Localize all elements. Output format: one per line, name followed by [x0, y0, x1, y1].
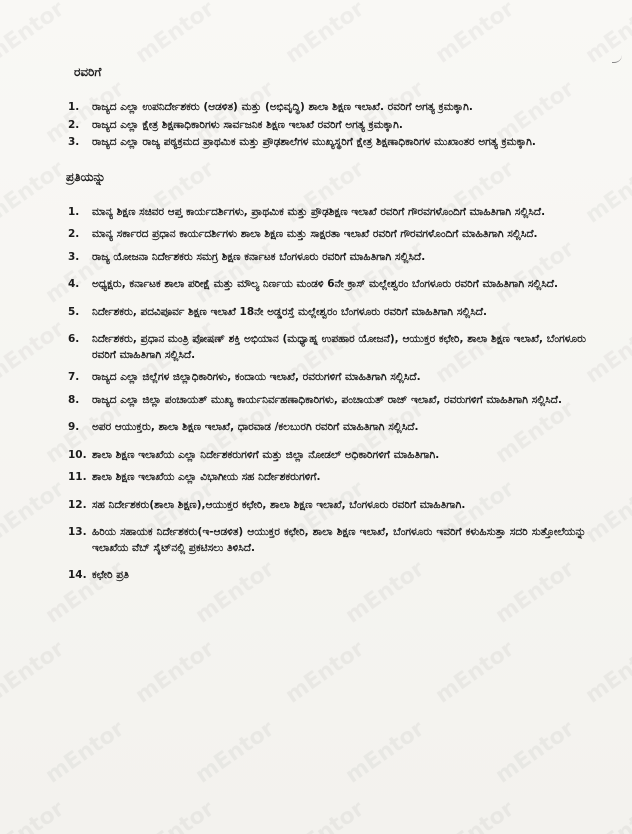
item-number: 9. — [68, 421, 80, 433]
document-body — [66, 64, 586, 591]
item-text: ಹಿರಿಯ ಸಹಾಯಕ ನಿರ್ದೇಶಕರು(ಇ-ಆಡಳಿತ) ಆಯುಕ್ತರ ಕಛೇರಿ, ಶಾಲಾ ಶಿಕ್ಷಣ ಇಲಾಖೆ, ಬೆಂಗಳೂರು ಇವರಿಗೆ ಕಳುಹಿಸುತ್ತಾ ಸದರಿ ಸುತ್ತೋಲೆಯನ್ನು ಇಲಾಖೆಯ ವೆಬ್ ಸೈಟ್‌ನಲ್ಲಿ ಪ್ರಕಟಿಸಲು ತಿಳಿಸಿದೆ. — [92, 526, 586, 554]
item-number: 2. — [68, 228, 80, 240]
watermark-text — [581, 316, 632, 388]
watermark-text — [581, 0, 632, 69]
watermark-text — [131, 796, 219, 834]
list-item — [66, 227, 586, 243]
item-number: 6. — [68, 333, 80, 345]
list-item — [66, 498, 586, 514]
watermark-text — [41, 716, 129, 788]
watermark-text — [0, 796, 69, 834]
watermark-text — [431, 0, 519, 69]
item-number: 12. — [68, 498, 87, 511]
watermark-text — [431, 636, 519, 708]
list-item — [66, 525, 586, 556]
item-number: 4. — [68, 278, 80, 290]
item-number: 3. — [68, 136, 80, 148]
item-number: 1. — [68, 101, 80, 113]
item-text: ಅಧ್ಯಕ್ಷರು, ಕರ್ನಾಟಕ ಶಾಲಾ ಪರೀಕ್ಷೆ ಮತ್ತು ಮೌಲ್ಯ ನಿರ್ಣಯ ಮಂಡಳಿ 6ನೇ ಕ್ರಾಸ್ ಮಲ್ಲೇಶ್ವರಂ ಬೆಂಗಳೂರು ರವರಿಗೆ ಮಾಹಿತಿಗಾಗಿ ಸಲ್ಲಿಸಿದೆ. — [92, 278, 558, 290]
item-number: 3. — [68, 250, 80, 263]
list-item — [66, 135, 586, 151]
list-item — [66, 250, 586, 266]
item-text: ಮಾನ್ಯ ಶಿಕ್ಷಣ ಸಚಿವರ ಆಪ್ತ ಕಾರ್ಯದರ್ಶಿಗಳು, ಪ್ರಾಥಮಿಕ ಮತ್ತು ಪ್ರೌಢಶಿಕ್ಷಣ ಇಲಾಖೆ ರವರಿಗೆ ಗೌರವಗಳೊಂದಿಗೆ ಮಾಹಿತಿಗಾಗಿ ಸಲ್ಲಿಸಿದೆ. — [92, 205, 546, 218]
list-item — [66, 568, 586, 584]
watermark-text — [431, 796, 519, 834]
watermark-text — [341, 716, 429, 788]
watermark-text — [131, 0, 219, 69]
item-number: 10. — [68, 448, 87, 461]
item-text: ರಾಜ್ಯದ ಎಲ್ಲಾ ರಾಜ್ಯ ಪಠ್ಯಕ್ರಮದ ಪ್ರಾಥಮಿಕ ಮತ್ತು ಪ್ರೌಢಶಾಲೆಗಳ ಮುಖ್ಯಸ್ಥರಿಗೆ ಕ್ಷೇತ್ರ ಶಿಕ್ಷಣಾಧಿಕಾರಿಗಳ ಮುಖಾಂತರ ಅಗತ್ಯ ಕ್ರಮಕ್ಕಾಗಿ. — [92, 136, 536, 148]
copies-heading: ಪ್ರತಿಯನ್ನು — [66, 169, 106, 184]
list-item — [66, 448, 586, 464]
item-text: ಶಾಲಾ ಶಿಕ್ಷಣ ಇಲಾಖೆಯ ಎಲ್ಲಾ ವಿಭಾಗೀಯ ಸಹ ನಿರ್ದೇಶಕರುಗಳಿಗೆ. — [92, 471, 321, 483]
item-number: 8. — [68, 393, 80, 406]
list-item — [66, 420, 586, 436]
watermark-text — [581, 476, 632, 548]
list-item — [66, 305, 586, 321]
item-text: ಮಾನ್ಯ ಸರ್ಕಾರದ ಪ್ರಧಾನ ಕಾರ್ಯದರ್ಶಿಗಳು ಶಾಲಾ ಶಿಕ್ಷಣ ಮತ್ತು ಸಾಕ್ಷರತಾ ಇಲಾಖೆ ರವರಿಗೆ ಗೌರವಗಳೊಂದಿಗೆ ಮಾಹಿತಿಗಾಗಿ ಸಲ್ಲಿಸಿದೆ. — [92, 228, 538, 240]
recipients-heading: ರವರಿಗೆ — [74, 65, 102, 79]
item-text: ರಾಜ್ಯದ ಎಲ್ಲಾ ಜಿಲ್ಲಾ ಪಂಚಾಯತ್ ಮುಖ್ಯ ಕಾರ್ಯನಿರ್ವಹಣಾಧಿಕಾರಿಗಳು, ಪಂಚಾಯತ್ ರಾಜ್ ಇಲಾಖೆ, ರವರುಗಳಿಗೆ ಮಾಹಿತಿಗಾಗಿ ಸಲ್ಲಿಸಿದೆ. — [92, 393, 562, 406]
list-item — [66, 470, 586, 486]
watermark-text — [0, 156, 69, 228]
watermark-text — [0, 0, 69, 69]
item-number: 11. — [68, 471, 87, 483]
item-number: 7. — [68, 371, 80, 383]
item-number: 2. — [68, 118, 80, 131]
item-text: ಅಪರ ಆಯುಕ್ತರು, ಶಾಲಾ ಶಿಕ್ಷಣ ಇಲಾಖೆ, ಧಾರವಾಡ /ಕಲಬುರಗಿ ರವರಿಗೆ ಮಾಹಿತಿಗಾಗಿ ಸಲ್ಲಿಸಿದೆ. — [92, 421, 419, 433]
item-number: 13. — [68, 526, 87, 538]
item-text: ನಿರ್ದೇಶಕರು, ಪ್ರಧಾನ ಮಂತ್ರಿ ಪೋಷಣ್ ಶಕ್ತಿ ಅಭಿಯಾನ (ಮಧ್ಯಾಹ್ನ ಉಪಹಾರ ಯೋಜನೆ), ಆಯುಕ್ತರ ಕಛೇರಿ, ಶಾಲಾ ಶಿಕ್ಷಣ ಇಲಾಖೆ, ಬೆಂಗಳೂರು ರವರಿಗೆ ಮಾಹಿತಿಗಾಗಿ ಸಲ್ಲಿಸಿದೆ. — [92, 333, 586, 361]
watermark-text — [581, 796, 632, 834]
item-text: ಕಛೇರಿ ಪ್ರತಿ — [92, 569, 129, 581]
item-number: 5. — [68, 305, 80, 318]
list-item — [66, 100, 586, 116]
watermark-text — [191, 716, 279, 788]
watermark-text — [281, 636, 369, 708]
watermark-text — [581, 636, 632, 708]
watermark-text — [0, 636, 69, 708]
watermark-text — [581, 156, 632, 228]
watermark-text — [281, 796, 369, 834]
item-text: ಸಹ ನಿರ್ದೇಶಕರು(ಶಾಲಾ ಶಿಕ್ಷಣ),ಆಯುಕ್ತರ ಕಛೇರಿ, ಶಾಲಾ ಶಿಕ್ಷಣ ಇಲಾಖೆ, ಬೆಂಗಳೂರು ರವರಿಗೆ ಮಾಹಿತಿಗಾಗಿ. — [92, 498, 466, 511]
watermark-text — [491, 716, 579, 788]
item-number: 1. — [68, 205, 80, 218]
item-text: ರಾಜ್ಯ ಯೋಜನಾ ನಿರ್ದೇಶಕರು ಸಮಗ್ರ ಶಿಕ್ಷಣ ಕರ್ನಾಟಕ ಬೆಂಗಳೂರು ರವರಿಗೆ ಮಾಹಿತಿಗಾಗಿ ಸಲ್ಲಿಸಿದೆ. — [92, 250, 426, 263]
watermark-text — [0, 476, 69, 548]
watermark-text — [131, 636, 219, 708]
item-text: ರಾಜ್ಯದ ಎಲ್ಲಾ ಕ್ಷೇತ್ರ ಶಿಕ್ಷಣಾಧಿಕಾರಿಗಳು ಸಾರ್ವಜನಿಕ ಶಿಕ್ಷಣ ಇಲಾಖೆ ರವರಿಗೆ ಅಗತ್ಯ ಕ್ರಮಕ್ಕಾಗಿ. — [92, 118, 403, 131]
watermark-text — [281, 0, 369, 69]
copies-list — [66, 205, 586, 584]
list-item — [66, 205, 586, 221]
item-text: ರಾಜ್ಯದ ಎಲ್ಲಾ ಉಪನಿರ್ದೇಶಕರು (ಆಡಳಿತ) ಮತ್ತು (ಅಭಿವೃದ್ಧಿ) ಶಾಲಾ ಶಿಕ್ಷಣ ಇಲಾಖೆ. ರವರಿಗೆ ಅಗತ್ಯ ಕ್ರಮಕ್ಕಾಗಿ. — [92, 101, 473, 113]
corner-pen-mark — [612, 54, 622, 63]
recipients-list — [66, 100, 586, 151]
item-number: 14. — [68, 569, 87, 581]
watermark-text — [0, 316, 69, 388]
item-text: ರಾಜ್ಯದ ಎಲ್ಲಾ ಜಿಲ್ಲೆಗಳ ಜಿಲ್ಲಾಧಿಕಾರಿಗಳು, ಕಂದಾಯ ಇಲಾಖೆ, ರವರುಗಳಿಗೆ ಮಾಹಿತಿಗಾಗಿ ಸಲ್ಲಿಸಿದೆ. — [92, 371, 421, 383]
item-text: ಶಾಲಾ ಶಿಕ್ಷಣ ಇಲಾಖೆಯ ಎಲ್ಲಾ ನಿರ್ದೇಶಕರುಗಳಿಗೆ ಮತ್ತು ಜಿಲ್ಲಾ ನೋಡಲ್ ಅಧಿಕಾರಿಗಳಿಗೆ ಮಾಹಿತಿಗಾಗಿ. — [92, 448, 440, 461]
list-item — [66, 393, 586, 409]
list-item — [66, 370, 586, 386]
list-item — [66, 118, 586, 134]
list-item — [66, 332, 586, 363]
item-text: ನಿರ್ದೇಶಕರು, ಪದವಿಪೂರ್ವ ಶಿಕ್ಷಣ ಇಲಾಖೆ 18ನೇ ಅಡ್ಡರಸ್ತೆ ಮಲ್ಲೇಶ್ವರಂ ಬೆಂಗಳೂರು ರವರಿಗೆ ಮಾಹಿತಿಗಾಗಿ ಸಲ್ಲಿಸಿದೆ. — [92, 305, 487, 318]
list-item — [66, 277, 586, 293]
